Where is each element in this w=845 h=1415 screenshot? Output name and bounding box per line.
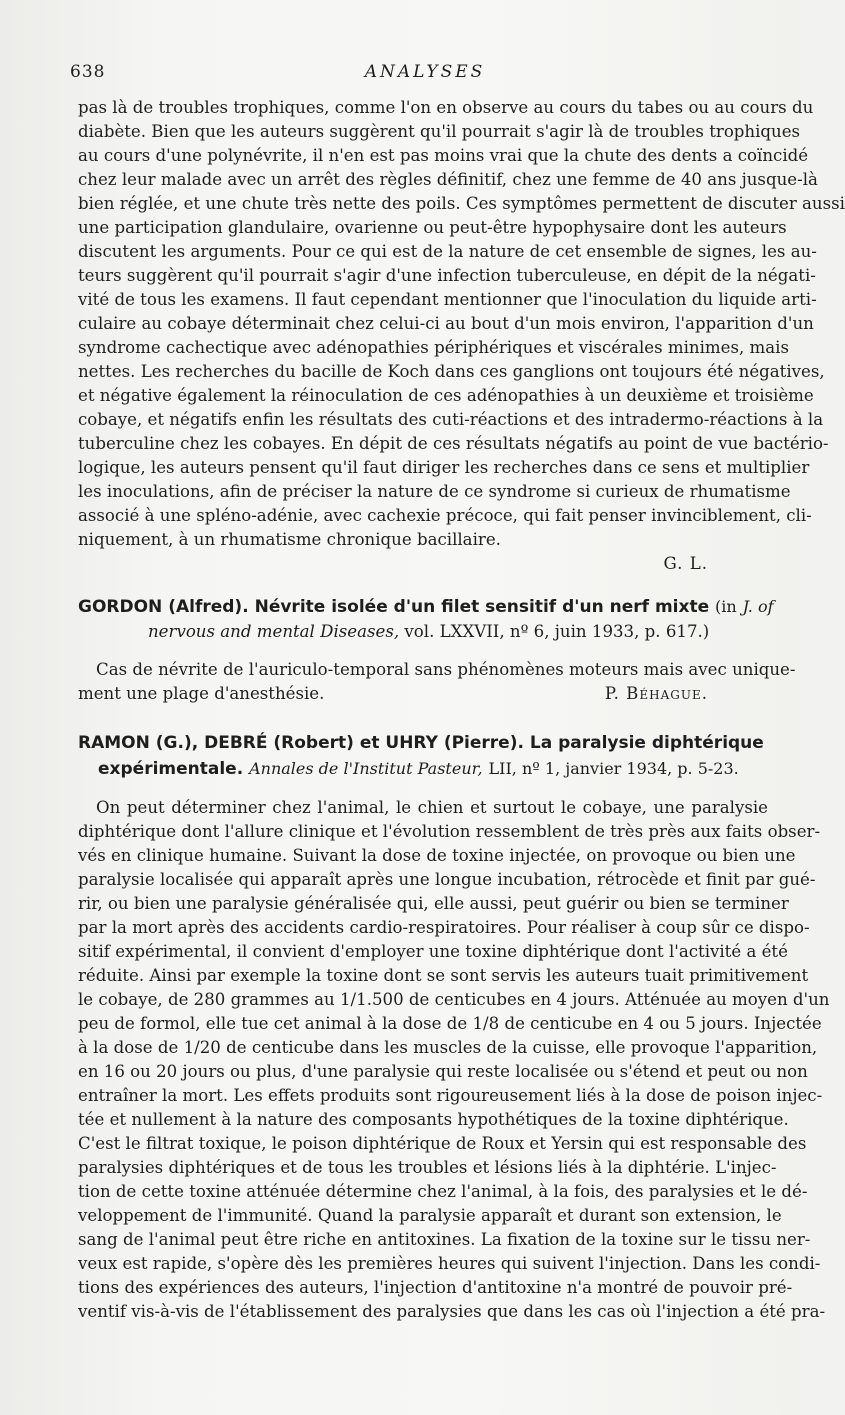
- text-line: le cobaye, de 280 grammes au 1/1.500 de centicubes en 4 jours. Atténuée au moyen d'un: [78, 990, 830, 1009]
- text-line: les inoculations, afin de préciser la nature de ce syndrome si curieux de rhumatisme: [78, 482, 791, 501]
- text-line: niquement, à un rhumatisme chronique bacillaire.: [78, 530, 501, 549]
- text-line: pas là de troubles trophiques, comme l'on en observe au cours du tabes ou au cours du: [78, 98, 814, 117]
- text-line: en 16 ou 20 jours ou plus, d'une paralysie qui reste localisée ou s'étend et peut ou non: [78, 1062, 808, 1081]
- text-line: paralysie localisée qui apparaît après une longue incubation, rétrocède et finit par gué-: [78, 870, 816, 889]
- text-line: discutent les arguments. Pour ce qui est de la nature de cet ensemble de signes, les au-: [78, 242, 817, 261]
- gordon-ref-details: vol. LXXVII, nº 6, juin 1933, p. 617.): [404, 622, 710, 641]
- running-head: [70, 62, 740, 88]
- text-line: veloppement de l'immunité. Quand la paralysie apparaît et durant son extension, le: [78, 1206, 782, 1225]
- text-line: veux est rapide, s'opère dès les premières heures qui suivent l'injection. Dans les condi-: [78, 1254, 821, 1273]
- gordon-authors: GORDON (Alfred).: [78, 597, 249, 617]
- gordon-ref-journal-2: nervous and mental Diseases,: [148, 622, 400, 641]
- text-line: peu de formol, elle tue cet animal à la dose de 1/8 de centicube en 4 ou 5 jours. Injectée: [78, 1014, 822, 1033]
- first-article-signature-row: [78, 552, 768, 576]
- text-line: entraîner la mort. Les effets produits sont rigoureusement liés à la dose de poison injec-: [78, 1086, 823, 1105]
- gordon-ref-prefix: (in: [715, 597, 737, 616]
- text-line: sang de l'animal peut être riche en antitoxines. La fixation de la toxine sur le tissu ner-: [78, 1230, 811, 1249]
- text-line: vité de tous les examens. Il faut cependant mentionner que l'inoculation du liquide arti-: [78, 290, 817, 309]
- text-line: sitif expérimental, il convient d'employer une toxine diphtérique dont l'activité a été: [78, 942, 788, 961]
- text-line: culaire au cobaye déterminait chez celui-ci au bout d'un mois environ, l'apparition d'un: [78, 314, 814, 333]
- first-article-body: [78, 96, 845, 552]
- ramon-authors: RAMON (G.), DEBRÉ (Robert) et UHRY (Pierre).: [78, 733, 524, 753]
- text-line: nettes. Les recherches du bacille de Koch dans ces ganglions ont toujours été négatives,: [78, 362, 825, 381]
- text-line: réduite. Ainsi par exemple la toxine dont se sont servis les auteurs tuait primitivement: [78, 966, 809, 985]
- gordon-heading: [78, 594, 774, 620]
- text-line: une participation glandulaire, ovarienne ou peut-être hypophysaire dont les auteurs: [78, 218, 787, 237]
- gordon-article: [78, 594, 796, 706]
- text-line: C'est le filtrat toxique, le poison diphtérique de Roux et Yersin qui est responsable des: [78, 1134, 807, 1153]
- gordon-reference: [78, 620, 768, 644]
- gordon-line: Cas de névrite de l'auriculo-temporal sans phénomènes moteurs mais avec unique-: [96, 660, 796, 679]
- gordon-ref-journal-1: J. of: [742, 597, 774, 616]
- ramon-ref-journal: Annales de l'Institut Pasteur,: [249, 759, 483, 778]
- ramon-article: [78, 730, 830, 1324]
- ramon-ref-details: LII, nº 1, janvier 1934, p. 5-23.: [488, 759, 739, 778]
- text-line: au cours d'une polynévrite, il n'en est pas moins vrai que la chute des dents a coïncidé: [78, 146, 809, 165]
- gordon-title: Névrite isolée d'un filet sensitif d'un nerf mixte: [254, 597, 710, 617]
- text-line: tée et nullement à la nature des composants hypothétiques de la toxine diphtérique.: [78, 1110, 789, 1129]
- text-line: vés en clinique humaine. Suivant la dose de toxine injectée, on provoque ou bien une: [78, 846, 796, 865]
- text-line: tion de cette toxine atténuée détermine chez l'animal, à la fois, des paralysies et le dé-: [78, 1182, 808, 1201]
- ramon-heading: [78, 730, 768, 756]
- text-line: ventif vis-à-vis de l'établissement des paralysies que dans les cas où l'injection a été pra-: [78, 1302, 826, 1321]
- text-line: syndrome cachectique avec adénopathies périphériques et viscérales minimes, mais: [78, 338, 789, 357]
- text-line: logique, les auteurs pensent qu'il faut diriger les recherches dans ce sens et multiplier: [78, 458, 810, 477]
- gordon-line: ment une plage d'anesthésie.: [78, 684, 325, 703]
- text-line: paralysies diphtériques et de tous les troubles et lésions liés à la diphtérie. L'injec-: [78, 1158, 777, 1177]
- page-number: 638: [70, 62, 106, 82]
- ramon-title-1: La paralysie diphtérique: [529, 733, 764, 753]
- running-title: ANALYSES: [364, 62, 486, 82]
- text-line: On peut déterminer chez l'animal, le chien et surtout le cobaye, une paralysie: [96, 798, 768, 817]
- text-line: et négative également la réinoculation de ces adénopathies à un deuxième et troisième: [78, 386, 814, 405]
- text-line: rir, ou bien une paralysie généralisée qui, elle aussi, peut guérir ou bien se terminer: [78, 894, 789, 913]
- first-article-signature: G. L.: [663, 554, 708, 573]
- ramon-title-2: expérimentale.: [98, 759, 244, 779]
- text-line: cobaye, et négatifs enfin les résultats des cuti-réactions et des intradermo-réactions à la: [78, 410, 824, 429]
- ramon-article-body: [78, 796, 830, 1324]
- text-line: bien réglée, et une chute très nette des poils. Ces symptômes permettent de discuter aussi: [78, 194, 845, 213]
- text-line: teurs suggèrent qu'il pourrait s'agir d'une infection tuberculeuse, en dépit de la négati-: [78, 266, 816, 285]
- text-line: tuberculine chez les cobayes. En dépit de ces résultats négatifs au point de vue bactério-: [78, 434, 829, 453]
- text-line: tions des expériences des auteurs, l'injection d'antitoxine n'a montré de pouvoir pré-: [78, 1278, 793, 1297]
- gordon-last-row: [78, 682, 768, 706]
- ramon-heading-2: [78, 756, 768, 782]
- text-line: chez leur malade avec un arrêt des règles définitif, chez une femme de 40 ans jusque-là: [78, 170, 818, 189]
- text-line: à la dose de 1/20 de centicube dans les muscles de la cuisse, elle provoque l'apparition,: [78, 1038, 818, 1057]
- text-line: diabète. Bien que les auteurs suggèrent qu'il pourrait s'agir là de troubles trophiques: [78, 122, 801, 141]
- text-line: diphtérique dont l'allure clinique et l'évolution ressemblent de très près aux faits obser-: [78, 822, 821, 841]
- text-line: associé à une spléno-adénie, avec cachexie précoce, qui fait penser invinciblement, cli-: [78, 506, 812, 525]
- text-line: par la mort après des accidents cardio-respiratoires. Pour réaliser à coup sûr ce dispo-: [78, 918, 810, 937]
- gordon-signature: P. Béhague.: [604, 684, 708, 703]
